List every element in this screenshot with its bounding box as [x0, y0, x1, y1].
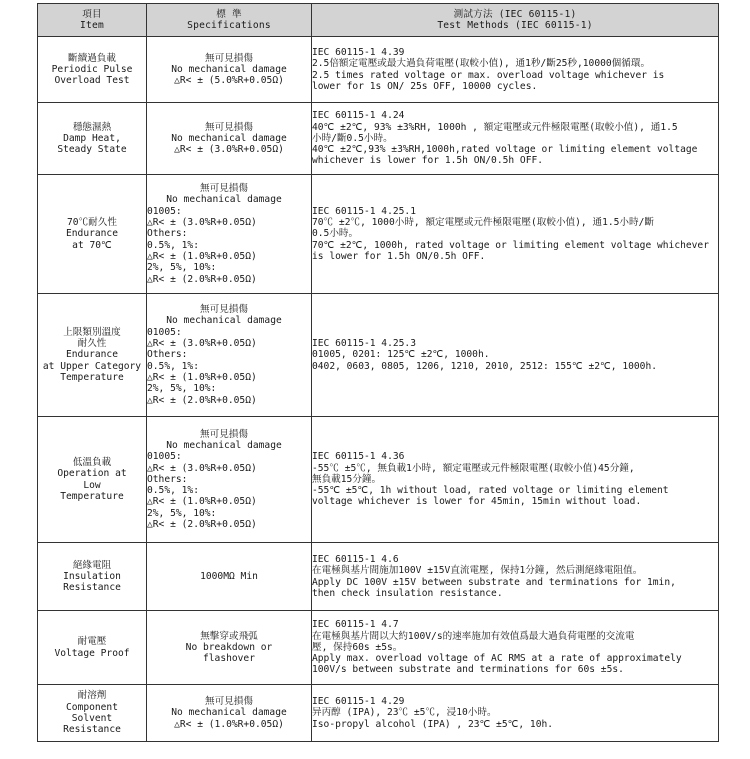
spec-cell	[147, 103, 312, 175]
item-cell-line: Resistance	[63, 724, 121, 736]
spec-cell-line: 無可見損傷	[205, 52, 253, 64]
spec-cell-line: No mechanical damage	[171, 63, 287, 75]
test-method-cell	[312, 685, 719, 742]
spec-cell-line: △R< ± (1.0%R+0.05Ω)	[174, 718, 284, 730]
test-method-cell-line: IEC 60115-1 4.6	[312, 553, 399, 565]
test-method-cell-line: Apply DC 100V ±15V between substrate and terminations for 1min,	[312, 576, 676, 588]
spec-cell-line: 01005:	[147, 326, 182, 338]
item-cell-line: 耐電壓	[77, 636, 107, 648]
header-spec-zh: 標 準	[216, 8, 242, 20]
spec-cell-line: Others:	[147, 349, 188, 361]
test-method-cell-line: 01005, 0201: 125℃ ±2℃, 1000h.	[312, 349, 490, 361]
item-cell-line: 耐溶劑	[77, 690, 107, 702]
test-method-cell-line: IEC 60115-1 4.7	[312, 619, 399, 631]
spec-cell-line: 無可見損傷	[200, 183, 248, 195]
spec-cell-line: △R< ± (1.0%R+0.05Ω)	[147, 371, 257, 383]
test-method-cell-line: 0402, 0603, 0805, 1206, 1210, 2010, 2512: 155℃ ±2℃, 1000h.	[312, 360, 658, 372]
test-method-cell-line: 在電極與基片間以大約100V/s的速率施加有效值爲最大過負荷電壓的交流電	[312, 630, 635, 642]
spec-cell-line: 2%, 5%, 10%:	[147, 262, 217, 274]
item-cell-line: Endurance	[66, 349, 118, 361]
item-cell-line: Damp Heat,	[63, 132, 121, 144]
header-item-zh: 項目	[82, 8, 102, 20]
header-spec	[147, 4, 312, 37]
item-cell-line: Resistance	[63, 582, 121, 594]
test-method-cell-line: whichever is lower for 1.5h ON/0.5h OFF.	[312, 155, 544, 167]
test-method-cell-line: 70℃ ±2℃, 1000小時, 額定電壓或元件極限電壓(取較小值), 通1.5小時/斷	[312, 217, 654, 229]
table-row	[38, 685, 719, 742]
spec-cell-line: 01005:	[147, 451, 182, 463]
item-cell	[38, 611, 147, 685]
spec-cell	[147, 543, 312, 611]
item-cell-line: 低溫負載	[72, 456, 112, 468]
spec-cell-line: △R< ± (2.0%R+0.05Ω)	[147, 519, 257, 531]
spec-cell-line: △R< ± (3.0%R+0.05Ω)	[147, 217, 257, 229]
test-method-cell-line: -55℃ ±5℃, 1h without load, rated voltage or limiting element	[312, 485, 669, 497]
item-cell-line: Temperature	[60, 371, 124, 383]
item-cell	[38, 294, 147, 417]
item-cell	[38, 543, 147, 611]
table-row	[38, 417, 719, 543]
spec-cell-line: 無可見損傷	[200, 304, 248, 316]
test-method-cell-line: 异丙醇 (IPA), 23℃ ±5℃, 浸10小時。	[312, 707, 497, 719]
header-test-en: Test Methods (IEC 60115-1)	[437, 20, 593, 31]
test-method-cell	[312, 103, 719, 175]
spec-cell-line: 1000MΩ Min	[200, 570, 258, 582]
spec-cell-line: flashover	[203, 653, 255, 665]
header-spec-en: Specifications	[187, 20, 271, 31]
item-cell-line: 絕緣電阻	[72, 559, 112, 571]
test-method-cell-line: IEC 60115-1 4.24	[312, 110, 405, 122]
item-cell-line: Low	[83, 479, 101, 491]
item-cell-line: 耐久性	[77, 338, 107, 350]
test-method-cell-line: 40℃ ±2℃,93% ±3%RH,1000h,rated voltage or limiting element voltage	[312, 144, 698, 156]
test-method-cell-line: IEC 60115-1 4.39	[312, 46, 405, 58]
item-cell	[38, 37, 147, 103]
item-cell-line: Temperature	[60, 490, 124, 502]
test-method-cell-line: 70℃ ±2℃, 1000h, rated voltage or limiting element voltage whichever	[312, 239, 709, 251]
header-test	[312, 4, 719, 37]
item-cell-line: at 70℃	[72, 239, 112, 251]
spec-cell	[147, 175, 312, 294]
spec-cell	[147, 37, 312, 103]
spec-cell-line: 無可見損傷	[205, 696, 253, 708]
spec-cell-line: △R< ± (2.0%R+0.05Ω)	[147, 394, 257, 406]
table-row	[38, 611, 719, 685]
test-method-cell	[312, 294, 719, 417]
spec-cell	[147, 294, 312, 417]
test-method-cell-line: IEC 60115-1 4.29	[312, 696, 405, 708]
item-cell	[38, 175, 147, 294]
spec-cell	[147, 611, 312, 685]
table-row	[38, 543, 719, 611]
test-method-cell	[312, 37, 719, 103]
test-method-cell-line: voltage whichever is lower for 45min, 15min without load.	[312, 496, 642, 508]
spec-cell-line: 0.5%, 1%:	[147, 239, 199, 251]
spec-cell-line: △R< ± (1.0%R+0.05Ω)	[147, 496, 257, 508]
spec-cell-line: 無可見損傷	[200, 428, 248, 440]
test-method-cell-line: 2.5 times rated voltage or max. overload voltage whichever is	[312, 69, 665, 81]
item-cell	[38, 417, 147, 543]
spec-cell-line: 0.5%, 1%:	[147, 485, 199, 497]
test-method-cell-line: IEC 60115-1 4.36	[312, 451, 405, 463]
item-cell	[38, 103, 147, 175]
spec-cell-line: 2%, 5%, 10%:	[147, 383, 217, 395]
spec-cell-line: 2%, 5%, 10%:	[147, 507, 217, 519]
spec-cell-line: △R< ± (2.0%R+0.05Ω)	[147, 273, 257, 285]
spec-cell-line: △R< ± (3.0%R+0.05Ω)	[174, 144, 284, 156]
item-cell-line: Steady State	[57, 144, 127, 156]
test-method-cell-line: 無負載15分鐘。	[312, 473, 382, 485]
test-method-cell-line: -55℃ ±5℃, 無負載1小時, 額定電壓或元件極限電壓(取較小值)45分鐘,	[312, 462, 635, 474]
spec-cell	[147, 685, 312, 742]
test-method-cell	[312, 611, 719, 685]
test-spec-table	[37, 3, 719, 742]
table-row	[38, 103, 719, 175]
test-method-cell-line: is lower for 1.5h ON/0.5h OFF.	[312, 250, 486, 262]
item-cell-line: Solvent	[71, 713, 113, 724]
item-cell-line: Voltage Proof	[54, 647, 130, 659]
test-method-cell-line: lower for 1s ON/ 25s OFF, 10000 cycles.	[312, 80, 538, 92]
spec-cell	[147, 417, 312, 543]
item-cell-line: Overload Test	[54, 75, 130, 87]
test-method-cell-line: 在電極與基片間施加100V ±15V直流電壓, 保持1分鐘, 然后測絕緣電阻值。	[312, 565, 643, 577]
item-cell-line: 上限類別溫度	[63, 326, 121, 338]
test-method-cell	[312, 543, 719, 611]
spec-cell-line: No mechanical damage	[166, 315, 282, 327]
table-row	[38, 294, 719, 417]
spec-cell-line: Others:	[147, 228, 188, 240]
spec-cell-line: △R< ± (1.0%R+0.05Ω)	[147, 250, 257, 262]
spec-cell-line: No mechanical damage	[166, 439, 282, 451]
test-method-cell-line: 0.5小時。	[312, 228, 359, 240]
test-method-cell-line: 40℃ ±2℃, 93% ±3%RH, 1000h , 額定電壓或元件極限電壓(取較小值), 通1.5	[312, 121, 678, 133]
test-method-cell-line: 壓, 保持60s ±5s。	[312, 641, 403, 653]
spec-cell-line: 無擊穿或飛弧	[200, 630, 258, 642]
item-cell-line: Component	[66, 701, 118, 713]
table-row	[38, 175, 719, 294]
spec-cell-line: △R< ± (3.0%R+0.05Ω)	[147, 462, 257, 474]
spec-cell-line: 0.5%, 1%:	[147, 360, 199, 372]
item-cell-line: Periodic Pulse	[51, 63, 133, 75]
test-method-cell-line: Apply max. overload voltage of AC RMS at a rate of approximately	[312, 653, 682, 665]
item-cell-line: at Upper Category	[42, 360, 142, 372]
item-cell-line: 70℃耐久性	[67, 217, 117, 229]
test-method-cell-line: 2.5倍額定電壓或最大過負荷電壓(取較小值), 通1秒/斷25秒,10000個循環。	[312, 58, 651, 70]
item-cell-line: Insulation	[63, 570, 121, 582]
spec-cell-line: △R< ± (3.0%R+0.05Ω)	[147, 338, 257, 350]
spec-cell-line: △R< ± (5.0%R+0.05Ω)	[174, 75, 284, 87]
test-method-cell-line: 小時/斷0.5小時。	[312, 132, 393, 144]
test-method-cell	[312, 417, 719, 543]
test-method-cell-line: Iso-propyl alcohol (IPA) , 23℃ ±5℃, 10h.	[312, 718, 554, 730]
spec-cell-line: No breakdown or	[185, 641, 273, 653]
header-item-en: Item	[80, 20, 104, 31]
test-method-cell	[312, 175, 719, 294]
item-cell-line: 穩態濕熱	[72, 121, 112, 133]
spec-cell-line: No mechanical damage	[171, 707, 287, 719]
item-cell-line: 斷續過負載	[68, 52, 116, 64]
header-item	[38, 4, 147, 37]
test-method-cell-line: IEC 60115-1 4.25.3	[312, 338, 416, 350]
test-method-cell-line: IEC 60115-1 4.25.1	[312, 205, 416, 217]
spec-cell-line: 01005:	[147, 205, 182, 217]
item-cell-line: Endurance	[66, 228, 118, 240]
spec-cell-line: Others:	[147, 473, 188, 485]
test-method-cell-line: then check insulation resistance.	[312, 587, 503, 599]
test-method-cell-line: 100V/s between substrate and terminations for 60s ±5s.	[312, 664, 624, 676]
table-row	[38, 37, 719, 103]
spec-cell-line: No mechanical damage	[166, 194, 282, 206]
header-test-zh: 測試方法 (IEC 60115-1)	[453, 8, 577, 20]
table-header-row	[38, 4, 719, 37]
item-cell	[38, 685, 147, 742]
spec-cell-line: No mechanical damage	[171, 132, 287, 144]
spec-cell-line: 無可見損傷	[205, 121, 253, 133]
item-cell-line: Operation at	[57, 468, 127, 480]
